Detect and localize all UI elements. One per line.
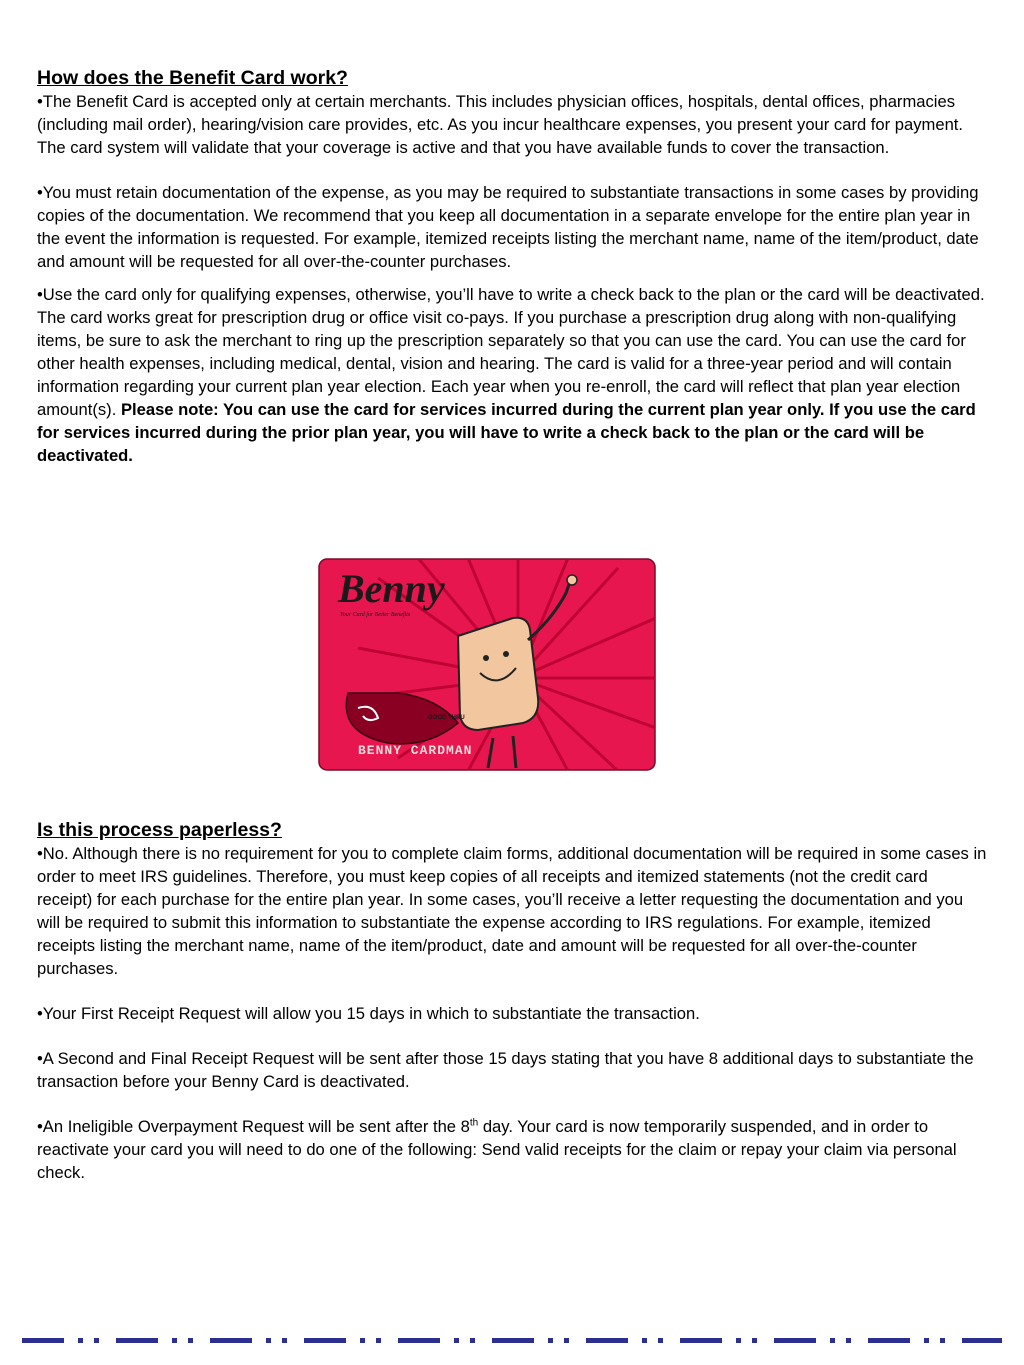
footer-dot [924, 1338, 929, 1343]
footer-dash [586, 1338, 628, 1343]
heading-paperless: Is this process paperless? [37, 819, 282, 841]
footer-dot [282, 1338, 287, 1343]
footer-dot [642, 1338, 647, 1343]
paragraph-no-claim-forms: •No. Although there is no requirement for you to complete claim forms, additional documentation will be required in some cases in order to meet IRS guidelines. Therefore, you must keep copies of all receipts and itemized statements (not the credit card receipt) for each purchase for the entire plan year. In some cases, you’ll receive a letter requesting the documentation and you will be required to submit this information to substantiate the expense according to IRS regulations. For example, itemized receipts listing the merchant name, name of the item/product, date and amount will be requested for all over-the-counter purchases. [37, 844, 987, 978]
section-paperless [37, 818, 987, 1184]
footer-dash [304, 1338, 346, 1343]
footer-dash [680, 1338, 722, 1343]
footer-dot [376, 1338, 381, 1343]
footer-dot [846, 1338, 851, 1343]
superscript-th: th [469, 1117, 479, 1129]
footer-dot [172, 1338, 177, 1343]
footer-dash [210, 1338, 252, 1343]
footer-dot [830, 1338, 835, 1343]
footer-dot [454, 1338, 459, 1343]
card-tagline: Your Card for Better Benefits [340, 612, 411, 618]
footer-dot [266, 1338, 271, 1343]
qualifying-expenses-text: •Use the card only for qualifying expenses, otherwise, you’ll have to write a check back to the plan or the card will be deactivated. The card works great for prescription drug or office visit co-pays. If you purchase a prescription drug along with non-qualifying items, be sure to ask the merchant to ring up the prescription separately so that you can use the card. You can use the card for other health expenses, including medical, dental, vision and hearing. The card is valid for a three-year period and will contain information regarding your current plan year election. Each year when you re-enroll, the card will reflect that plan year election amount(s). [37, 285, 985, 419]
benny-card-image [318, 558, 656, 771]
footer-dot [940, 1338, 945, 1343]
footer-dot [548, 1338, 553, 1343]
paragraph-ineligible-overpayment [37, 1115, 987, 1184]
footer-dot [564, 1338, 569, 1343]
footer-dash [22, 1338, 64, 1343]
benny-card-illustration [318, 558, 656, 771]
card-character [458, 618, 538, 730]
card-holder-name: BENNY CARDMAN [358, 743, 473, 758]
paragraph-accepted-merchants: •The Benefit Card is accepted only at certain merchants. This includes physician offices, hospitals, dental offices, pharmacies (including mail order), hearing/vision care provides, etc. As you incur healthcare expenses, you present your card for payment. The card system will validate that your coverage is active and that you have available funds to cover the transaction. [37, 92, 964, 157]
footer-dot [188, 1338, 193, 1343]
heading-how-card-works: How does the Benefit Card work? [37, 67, 348, 89]
footer-dash [962, 1338, 1002, 1343]
section-benefit-card [37, 66, 987, 467]
footer-dash [868, 1338, 910, 1343]
footer-dash [492, 1338, 534, 1343]
overpayment-text-end: day. Your card is now temporarily suspended, and in order to reactivate your card you will need to do one of the following: Send valid receipts for the claim or repay your claim via personal check. [37, 1117, 957, 1182]
footer-dot [736, 1338, 741, 1343]
footer-dot [94, 1338, 99, 1343]
footer-dash [398, 1338, 440, 1343]
footer-dashed-rule [22, 1335, 1002, 1345]
footer-dot [752, 1338, 757, 1343]
paragraph-qualifying-expenses [37, 283, 987, 467]
footer-dash [774, 1338, 816, 1343]
paragraph-second-receipt-request: •A Second and Final Receipt Request will be sent after those 15 days stating that you have 8 additional days to substantiate the transaction before your Benny Card is deactivated. [37, 1049, 974, 1091]
card-brand: Benny [338, 566, 445, 611]
please-note-text: Please note: You can use the card for services incurred during the current plan year only. If you use the card for services incurred during the prior plan year, you will have to write a check back to the plan or the card will be deactivated. [37, 400, 976, 465]
footer-dot [78, 1338, 83, 1343]
card-good-thru: GOOD THRU [428, 715, 465, 721]
paragraph-retain-documentation: •You must retain documentation of the expense, as you may be required to substantiate transactions in some cases by providing copies of the documentation. We recommend that you keep all documentation in a separate envelope for the entire plan year in the event the information is requested. For example, itemized receipts listing the merchant name, name of the item/product, date and amount will be requested for all over-the-counter purchases. [37, 183, 979, 271]
overpayment-text-start: •An Ineligible Overpayment Request will be sent after the 8 [37, 1117, 470, 1136]
footer-dash [116, 1338, 158, 1343]
footer-dot [658, 1338, 663, 1343]
footer-dot [360, 1338, 365, 1343]
paragraph-first-receipt-request: •Your First Receipt Request will allow you 15 days in which to substantiate the transaction. [37, 1004, 700, 1023]
footer-dot [470, 1338, 475, 1343]
